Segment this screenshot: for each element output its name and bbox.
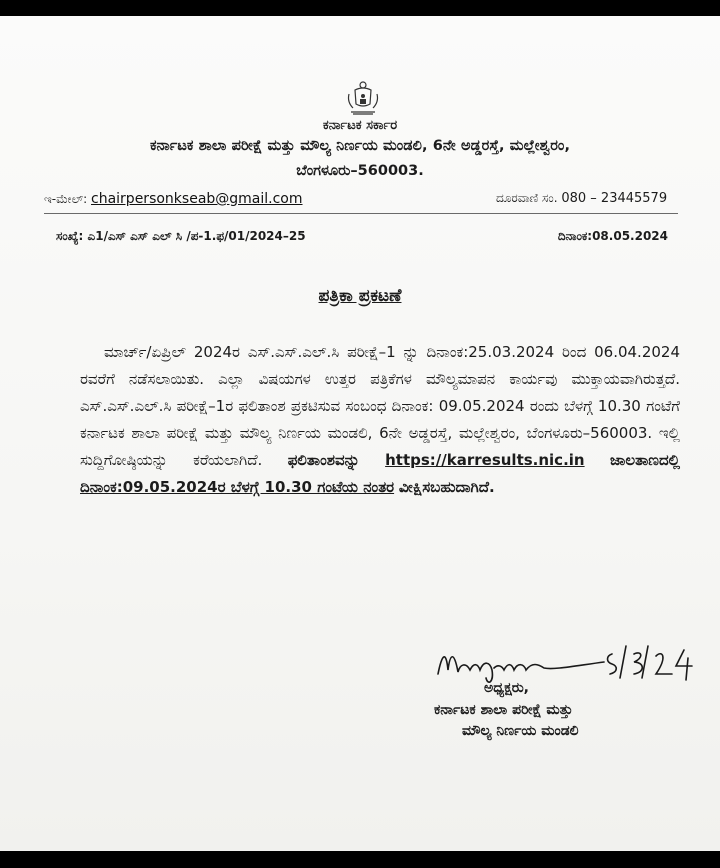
top-border xyxy=(0,0,720,16)
body-paragraph xyxy=(80,339,680,501)
phone-number: 080 – 23445579 xyxy=(561,191,668,206)
state-emblem-icon xyxy=(343,80,383,116)
signatory-title: ಅಧ್ಯಕ್ಷರು, xyxy=(484,680,529,696)
email-address[interactable]: chairpersonkseab@gmail.com xyxy=(91,191,303,207)
handwritten-signature xyxy=(434,640,704,690)
press-release-heading: ಪತ್ರಿಕಾ ಪ್ರಕಟಣೆ xyxy=(318,286,402,306)
press-release-body xyxy=(80,339,680,501)
results-link[interactable]: https://karresults.nic.in xyxy=(385,451,585,469)
results-date-text: ದಿನಾಂಕ:09.05.2024ರ ಬೆಳಗ್ಗೆ 10.30 ಗಂಟೆಯ ನಂತರ xyxy=(80,478,395,496)
email-row xyxy=(44,191,303,207)
signatory-org-line1: ಕರ್ನಾಟಕ ಶಾಲಾ ಪರೀಕ್ಷೆ ಮತ್ತು xyxy=(434,702,573,718)
phone-row xyxy=(496,191,667,206)
body-text-part2: ಫಲಿತಾಂಶವನ್ನು xyxy=(287,451,360,469)
signatory-org-line2: ಮೌಲ್ಯ ನಿರ್ಣಯ ಮಂಡಲಿ xyxy=(462,723,579,739)
board-address: ಬೆಂಗಳೂರು–560003. xyxy=(296,163,424,179)
board-name: ಕರ್ನಾಟಕ ಶಾಲಾ ಪರೀಕ್ಷೆ ಮತ್ತು ಮೌಲ್ಯ ನಿರ್ಣಯ ಮಂಡಲಿ, 6ನೇ ಅಡ್ಡರಸ್ತೆ, ಮಲ್ಲೇಶ್ವರಂ, xyxy=(149,138,571,154)
header-divider xyxy=(44,213,678,214)
reference-number: ಸಂಖ್ಯೆ: ಎ1/ಎಸ್ ಎಸ್ ಎಲ್ ಸಿ /ಪ-1.ಫ/01/2024–25 xyxy=(56,229,306,243)
issue-date: ದಿನಾಂಕ:08.05.2024 xyxy=(557,229,668,243)
body-text-part1: ಮಾರ್ಚ್/ಏಪ್ರಿಲ್ 2024ರ ಎಸ್.ಎಸ್.ಎಲ್.ಸಿ ಪರೀಕ್ಷೆ–1 ನ್ನು ದಿನಾಂಕ:25.03.2024 ರಿಂದ 06.04.2024 ರವರೆಗೆ ನಡೆಸಲಾಯಿತು. ಎಲ್ಲಾ ವಿಷಯಗಳ ಉತ್ತರ ಪತ್ರಿಕೆಗಳ ಮೌಲ್ಯಮಾಪನ ಕಾರ್ಯವು ಮುಕ್ತಾಯವಾಗಿರುತ್ತದೆ. ಎಸ್.ಎಸ್.ಎಲ್.ಸಿ ಪರೀಕ್ಷೆ–1ರ ಫಲಿತಾಂಶ ಪ್ರಕಟಿಸುವ ಸಂಬಂಧ ದಿನಾಂಕ: 09.05.2024 ರಂದು ಬೆಳಗ್ಗೆ 10.30 ಗಂಟೆಗೆ ಕರ್ನಾಟಕ ಶಾಲಾ ಪರೀಕ್ಷೆ ಮತ್ತು ಮೌಲ್ಯ ನಿರ್ಣಯ ಮಂಡಲಿ, 6ನೇ ಅಡ್ಡರಸ್ತೆ, ಮಲ್ಲೇಶ್ವರಂ, ಬೆಂಗಳೂರು–560003. ಇಲ್ಲಿ ಸುದ್ದಿಗೋಷ್ಠಿಯನ್ನು ಕರೆಯಲಾಗಿದೆ. xyxy=(80,343,680,469)
body-text-part3: ಜಾಲತಾಣದಲ್ಲಿ xyxy=(609,451,680,469)
government-name: ಕರ್ನಾಟಕ ಸರ್ಕಾರ xyxy=(322,118,398,133)
bottom-border xyxy=(0,851,720,868)
email-label: ಇ-ಮೇಲ್: xyxy=(44,192,88,206)
body-text-part4: ವೀಕ್ಷಿಸಬಹುದಾಗಿದೆ. xyxy=(398,478,495,496)
phone-label: ದೂರವಾಣಿ ಸಂ. xyxy=(496,191,558,205)
